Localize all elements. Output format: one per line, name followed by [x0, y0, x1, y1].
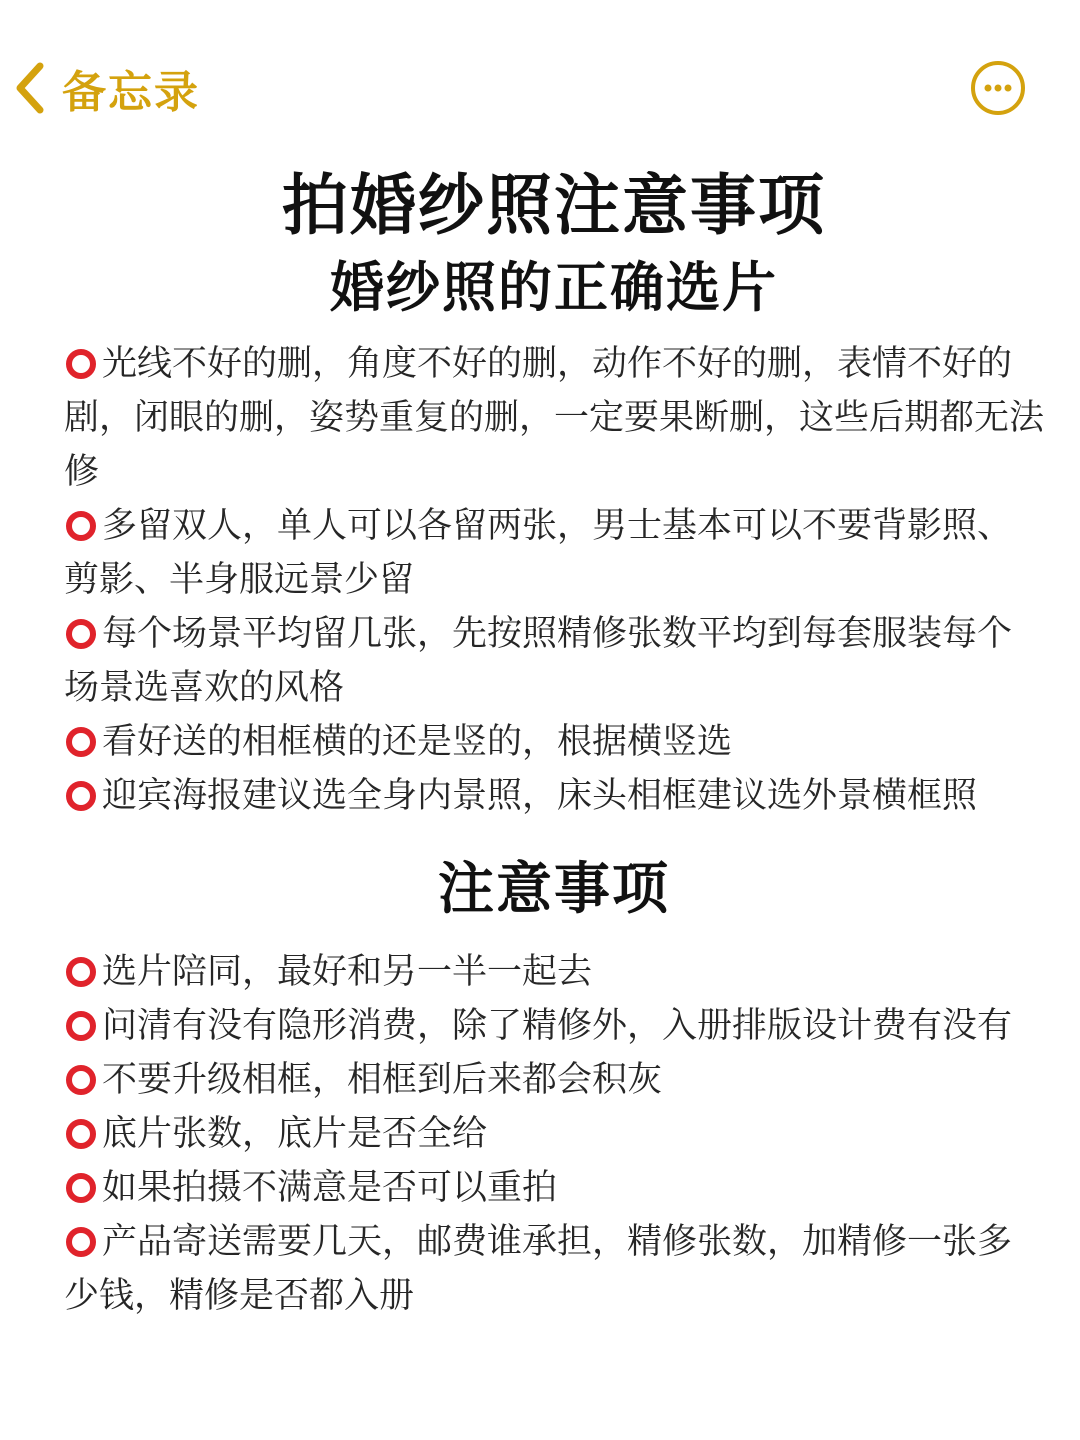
list-item [64, 1161, 1044, 1215]
red-circle-icon [66, 1173, 96, 1203]
red-circle-icon [66, 511, 96, 541]
list-item-text: 选片陪同，最好和另一半一起去 [102, 952, 593, 992]
list-item-text: 问清有没有隐形消费，除了精修外，入册排版设计费有没有 [102, 1006, 1013, 1046]
list-item-text: 如果拍摄不满意是否可以重拍 [102, 1168, 558, 1208]
list-item-text: 迎宾海报建议选全身内景照，床头相框建议选外景横框照 [102, 776, 978, 816]
list-item [64, 1215, 1044, 1323]
red-circle-icon [66, 349, 96, 379]
list-item [64, 607, 1044, 715]
list-item [64, 945, 1044, 999]
note-content [64, 165, 1044, 1323]
list-item [64, 1107, 1044, 1161]
note-title: 拍婚纱照注意事项 [282, 167, 826, 244]
red-circle-icon [66, 957, 96, 987]
list-item [64, 769, 1044, 823]
list-item-text: 看好送的相框横的还是竖的，根据横竖选 [102, 722, 733, 762]
list-item [64, 999, 1044, 1053]
list-item [64, 715, 1044, 769]
red-circle-icon [66, 727, 96, 757]
list-item-text: 不要升级相框，相框到后来都会积灰 [102, 1060, 663, 1100]
list-item [64, 337, 1044, 499]
red-circle-icon [66, 1119, 96, 1149]
list-item-text: 光线不好的删，角度不好的删，动作不好的删，表情不好的剧，闭眼的删，姿势重复的删，一定要果断删，这些后期都无法修 [64, 344, 1045, 492]
red-circle-icon [66, 1227, 96, 1257]
photo-selection-list [64, 337, 1044, 823]
notes-list [64, 945, 1044, 1323]
section-heading-photo-selection: 婚纱照的正确选片 [330, 256, 778, 319]
list-item-text: 每个场景平均留几张，先按照精修张数平均到每套服装每个场景选喜欢的风格 [64, 614, 1013, 708]
list-item [64, 499, 1044, 607]
more-button[interactable] [970, 60, 1026, 116]
list-item-text: 产品寄送需要几天，邮费谁承担，精修张数，加精修一张多少钱，精修是否都入册 [64, 1222, 1013, 1316]
section-heading-notes: 注意事项 [438, 857, 670, 922]
chevron-left-icon [8, 58, 52, 118]
red-circle-icon [66, 1065, 96, 1095]
list-item-text: 多留双人，单人可以各留两张，男士基本可以不要背影照、剪影、半身服远景少留 [64, 506, 1013, 600]
red-circle-icon [66, 1011, 96, 1041]
list-item [64, 1053, 1044, 1107]
more-circle-icon [970, 101, 1026, 120]
list-item-text: 底片张数，底片是否全给 [102, 1114, 488, 1154]
back-label: 备忘录 [62, 67, 200, 118]
red-circle-icon [66, 781, 96, 811]
red-circle-icon [66, 619, 96, 649]
back-button[interactable] [8, 52, 200, 124]
navigation-bar [0, 0, 1080, 150]
